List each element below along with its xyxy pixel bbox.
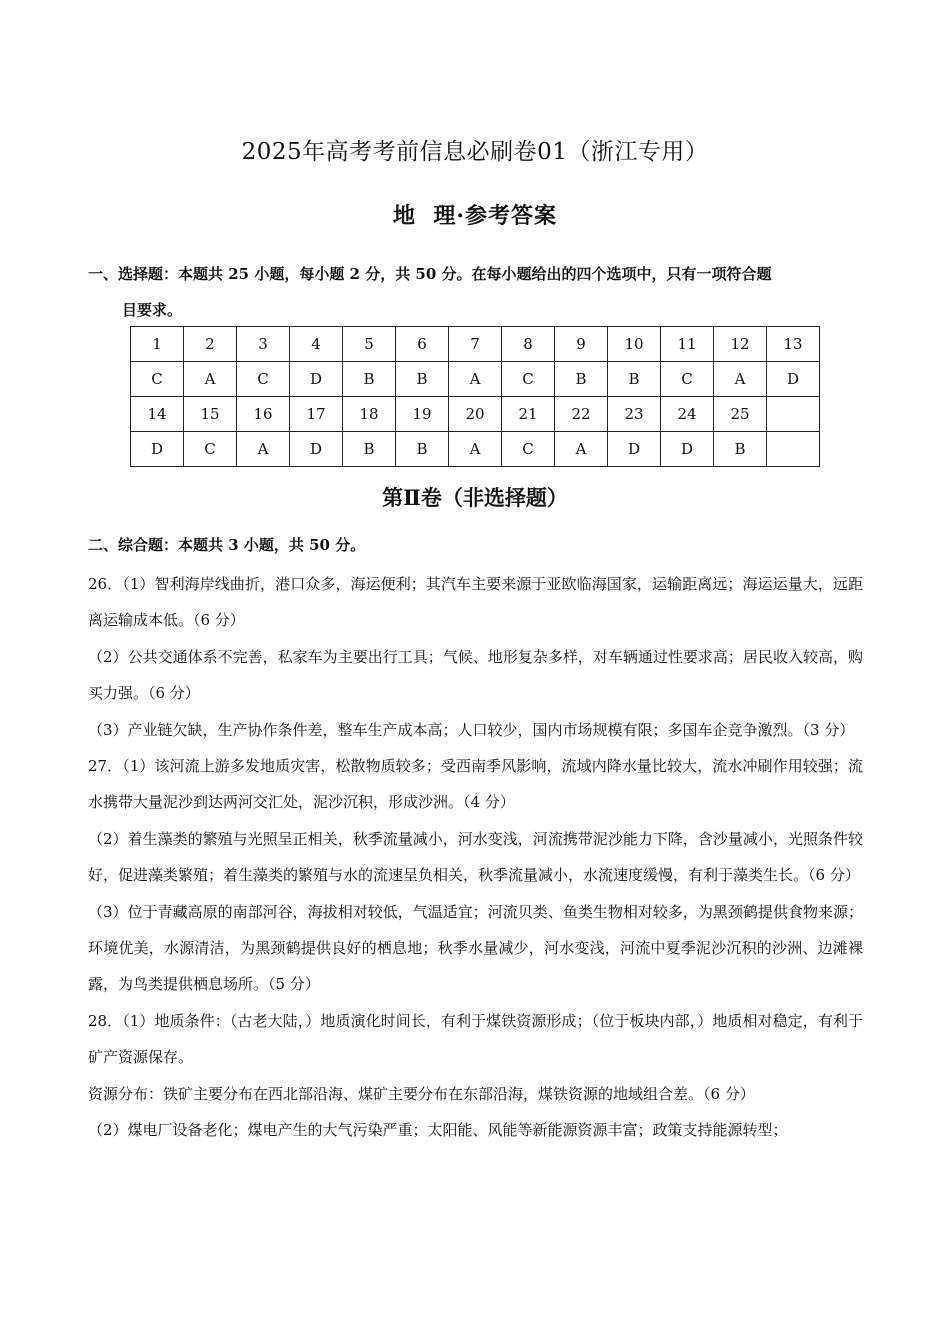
table-cell: A bbox=[184, 362, 237, 397]
q28-part2: （2）煤电厂设备老化；煤电产生的大气污染严重；太阳能、风能等新能源资源丰富；政策支持能源转型； bbox=[88, 1121, 788, 1140]
table-cell: 12 bbox=[714, 327, 767, 362]
q26-part2: （2）公共交通体系不完善，私家车为主要出行工具；气候、地形复杂多样，对车辆通过性要求高；居民收入较高，购买力强。（6 分） bbox=[88, 647, 863, 703]
table-cell: 13 bbox=[767, 327, 820, 362]
section2-heading: 二、综合题：本题共 3 小题，共 50 分。 bbox=[88, 536, 366, 554]
table-cell: A bbox=[449, 362, 502, 397]
table-cell: B bbox=[396, 432, 449, 467]
table-cell: B bbox=[343, 362, 396, 397]
table-cell: A bbox=[449, 432, 502, 467]
q26-part1: 26．（1）智利海岸线曲折，港口众多，海运便利；其汽车主要来源于亚欧临海国家，运输距离远；海运运量大，远距离运输成本低。（6 分） bbox=[88, 575, 863, 630]
q26-part3: （3）产业链欠缺，生产协作条件差，整车生产成本高；人口较少，国内市场规模有限；多国车企竞争激烈。（3 分） bbox=[88, 720, 855, 739]
table-cell: A bbox=[237, 432, 290, 467]
table-cell: 17 bbox=[290, 397, 343, 432]
table-cell: C bbox=[237, 362, 290, 397]
table-cell: 18 bbox=[343, 397, 396, 432]
page-subtitle: 地 理·参考答案 bbox=[393, 203, 557, 229]
q27-part1: 27．（1）该河流上游多发地质灾害，松散物质较多；受西南季风影响，流域内降水量比较大，流水冲刷作用较强；流水携带大量泥沙到达两河交汇处，泥沙沉积，形成沙洲。（4 分） bbox=[88, 757, 863, 812]
table-cell: B bbox=[555, 362, 608, 397]
table-row-answers-1 bbox=[131, 362, 820, 397]
table-cell: 20 bbox=[449, 397, 502, 432]
table-cell: 19 bbox=[396, 397, 449, 432]
table-cell: 14 bbox=[131, 397, 184, 432]
q27-part3: （3）位于青藏高原的南部河谷，海拔相对较低，气温适宜；河流贝类、鱼类生物相对较多，为黑颈鹤提供食物来源；环境优美，水源清洁，为黑颈鹤提供良好的栖息地；秋季水量减少，河水变浅，河流中夏季泥沙沉积的沙洲、边滩裸露，为鸟类提供栖息场所。（5 分） bbox=[88, 902, 863, 994]
table-cell: C bbox=[131, 362, 184, 397]
answers-body bbox=[88, 566, 863, 1149]
q28-part1: 28．（1）地质条件：（古老大陆，）地质演化时间长，有利于煤铁资源形成；（位于板块内部，）地质相对稳定，有利于矿产资源保存。 bbox=[88, 1011, 863, 1067]
table-cell: 10 bbox=[608, 327, 661, 362]
table-cell: D bbox=[290, 432, 343, 467]
table-cell: 8 bbox=[502, 327, 555, 362]
q28-resource-distribution: 资源分布：铁矿主要分布在西北部沿海、煤矿主要分布在东部沿海，煤铁资源的地域组合差。（6 分） bbox=[88, 1084, 755, 1103]
section1-heading bbox=[88, 256, 868, 328]
table-cell: 9 bbox=[555, 327, 608, 362]
part2-title: 第Ⅱ卷（非选择题） bbox=[382, 485, 568, 510]
table-cell: D bbox=[608, 432, 661, 467]
table-cell bbox=[767, 397, 820, 432]
table-cell: C bbox=[184, 432, 237, 467]
table-cell: B bbox=[396, 362, 449, 397]
section1-heading-line2: 目要求。 bbox=[122, 301, 183, 319]
table-cell: 25 bbox=[714, 397, 767, 432]
table-cell: 3 bbox=[237, 327, 290, 362]
table-row-numbers-2 bbox=[131, 397, 820, 432]
table-cell: 23 bbox=[608, 397, 661, 432]
table-cell: A bbox=[555, 432, 608, 467]
table-cell: 2 bbox=[184, 327, 237, 362]
table-cell: 24 bbox=[661, 397, 714, 432]
table-row-numbers-1 bbox=[131, 327, 820, 362]
table-cell: 4 bbox=[290, 327, 343, 362]
table-row-answers-2 bbox=[131, 432, 820, 467]
table-cell: 7 bbox=[449, 327, 502, 362]
table-cell: C bbox=[502, 362, 555, 397]
answer-table bbox=[130, 326, 820, 467]
table-cell: D bbox=[767, 362, 820, 397]
table-cell: 5 bbox=[343, 327, 396, 362]
table-cell: 6 bbox=[396, 327, 449, 362]
table-cell: 22 bbox=[555, 397, 608, 432]
table-cell: 1 bbox=[131, 327, 184, 362]
table-cell: 11 bbox=[661, 327, 714, 362]
table-cell: D bbox=[661, 432, 714, 467]
table-cell: C bbox=[661, 362, 714, 397]
table-cell: B bbox=[714, 432, 767, 467]
table-cell: D bbox=[131, 432, 184, 467]
table-cell bbox=[767, 432, 820, 467]
table-cell: 15 bbox=[184, 397, 237, 432]
table-cell: B bbox=[608, 362, 661, 397]
table-cell: B bbox=[343, 432, 396, 467]
table-cell: 21 bbox=[502, 397, 555, 432]
q27-part2: （2）着生藻类的繁殖与光照呈正相关，秋季流量减小，河水变浅，河流携带泥沙能力下降，含沙量减小，光照条件较好，促进藻类繁殖；着生藻类的繁殖与水的流速呈负相关，秋季流量减小，水流速度缓慢，有利于藻类生长。（6 分） bbox=[88, 829, 863, 885]
section1-heading-line1: 一、选择题：本题共 25 小题，每小题 2 分，共 50 分。在每小题给出的四个选项中，只有一项符合题 bbox=[88, 265, 772, 283]
page-title: 2025年高考考前信息必刷卷01（浙江专用） bbox=[241, 139, 709, 165]
table-cell: A bbox=[714, 362, 767, 397]
table-cell: C bbox=[502, 432, 555, 467]
table-cell: D bbox=[290, 362, 343, 397]
table-cell: 16 bbox=[237, 397, 290, 432]
